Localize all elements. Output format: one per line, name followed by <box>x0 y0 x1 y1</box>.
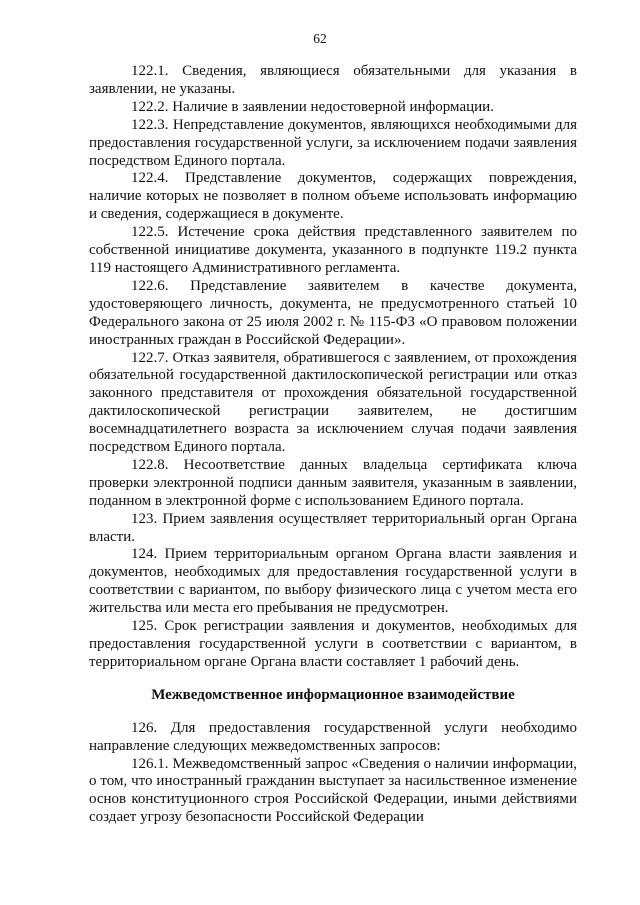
page-number: 62 <box>313 31 327 46</box>
paragraph-122-3: 122.3. Непредставление документов, являющихся необходимыми для предоставления государственной услуги, за исключением подачи заявления посредством Единого портала. <box>89 116 577 169</box>
paragraph-123: 123. Прием заявления осуществляет территориальный орган Органа власти. <box>89 510 577 545</box>
paragraph-122-8: 122.8. Несоответствие данных владельца сертификата ключа проверки электронной подписи данным заявителя, указанным в заявлении, поданном в электронной форме с использованием Единого портала. <box>89 456 577 509</box>
section-heading: Межведомственное информационное взаимодействие <box>151 686 515 703</box>
paragraph-122-5: 122.5. Истечение срока действия представленного заявителем по собственной инициативе документа, указанного в подпункте 119.2 пункта 119 настоящего Административного регламента. <box>89 224 577 276</box>
paragraph-126-1: 126.1. Межведомственный запрос «Сведения о наличии информации, о том, что иностранный гражданин выступает за насильственное изменение основ конституционного строя Российской Федерации, иными действиями создает угрозу безопасности Российской Федерации <box>89 755 577 826</box>
paragraph-124: 124. Прием территориальным органом Органа власти заявления и документов, необходимых для предоставления государственной услуги в соответствии с вариантом, по выбору физического лица с учетом места его жительства или места его пребывания не предусмотрен. <box>89 546 577 617</box>
paragraph-122-6: 122.6. Представление заявителем в качестве документа, удостоверяющего личность, документа, не предусмотренного статьей 10 Федерального закона от 25 июля 2002 г. № 115-ФЗ «О правовом положении иностранных граждан в Российской Федерации». <box>89 277 577 348</box>
paragraph-126: 126. Для предоставления государственной услуги необходимо направление следующих межведомственных запросов: <box>89 719 577 754</box>
document-body <box>89 63 577 827</box>
paragraph-122-1: 122.1. Сведения, являющиеся обязательными для указания в заявлении, не указаны. <box>89 63 577 97</box>
paragraph-122-4: 122.4. Представление документов, содержащих повреждения, наличие которых не позволяет в полном объеме использовать информацию и сведения, содержащиеся в документе. <box>89 170 577 223</box>
paragraph-122-7: 122.7. Отказ заявителя, обратившегося с заявлением, от прохождения обязательной государственной дактилоскопической регистрации или отказ законного представителя от прохождения обязательной государственной дактилоскопической регистрации заявителем, не достигшим восемнадцатилетнего возраста за исключением случая подачи заявления посредством Единого портала. <box>89 349 577 456</box>
paragraph-125: 125. Срок регистрации заявления и документов, необходимых для предоставления государственной услуги в соответствии с вариантом, в территориальном органе Органа власти составляет 1 рабочий день. <box>89 618 577 670</box>
paragraph-122-2: 122.2. Наличие в заявлении недостоверной информации. <box>131 98 494 115</box>
